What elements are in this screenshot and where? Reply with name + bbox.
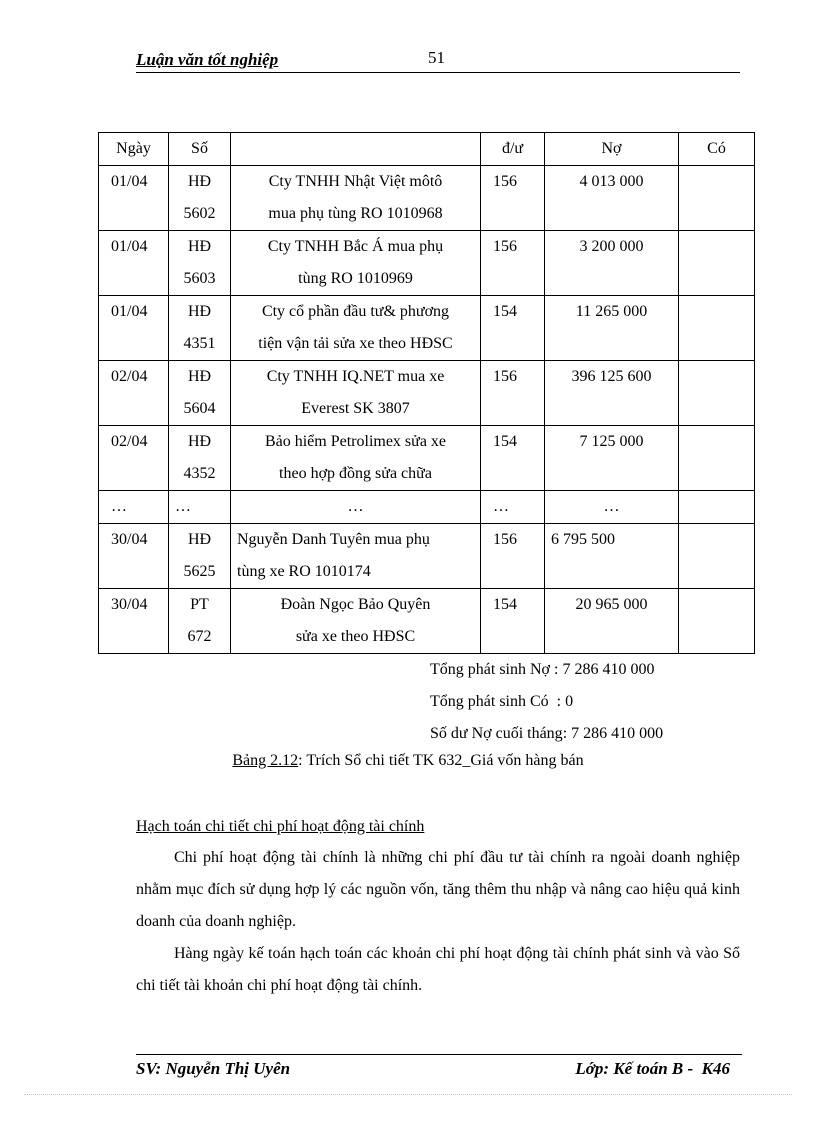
col-header-debit: Nợ	[545, 133, 679, 166]
cell-doc	[169, 166, 231, 231]
desc-line: tùng xe RO 1010174	[237, 563, 371, 580]
cell-description	[231, 231, 481, 296]
desc-line: Cty TNHH Nhật Việt môtô	[268, 173, 443, 190]
desc-line: tùng RO 1010969	[298, 270, 413, 287]
table-row	[99, 426, 755, 491]
doc-number: 5603	[183, 270, 216, 287]
col-header-description	[231, 133, 481, 166]
cell-doc	[169, 589, 231, 654]
doc-type: HĐ	[187, 173, 212, 190]
cell-debit: 6 795 500	[545, 524, 679, 589]
desc-line: theo hợp đồng sửa chữa	[279, 465, 432, 482]
class-name: Lớp: Kế toán B - K46	[575, 1059, 730, 1078]
desc-line: Cty cổ phần đầu tư& phương	[261, 303, 450, 320]
desc-line: Cty TNHH Bắc Á mua phụ	[267, 238, 444, 255]
paragraph: Hàng ngày kế toán hạch toán các khoản chi phí hoạt động tài chính phát sinh và vào Sổ chi tiết tài khoản chi phí hoạt động tài chính.	[136, 945, 740, 994]
closing-balance-label: Số dư Nợ cuối tháng	[430, 725, 563, 742]
desc-line: Nguyễn Danh Tuyên mua phụ	[237, 531, 430, 548]
desc-line: Bảo hiểm Petrolimex sửa xe	[264, 433, 447, 450]
page-header	[136, 48, 740, 73]
table-row	[99, 166, 755, 231]
cell-credit	[679, 361, 755, 426]
doc-type: HĐ	[187, 531, 212, 548]
cell-description	[231, 524, 481, 589]
total-credit	[430, 686, 663, 718]
cell-doc	[169, 361, 231, 426]
cell-debit: 396 125 600	[545, 361, 679, 426]
total-credit-label: Tổng phát sinh Có	[430, 693, 549, 710]
doc-type: HĐ	[187, 433, 212, 450]
desc-line: Đoàn Ngọc Bảo Quyên	[280, 596, 431, 613]
doc-type: PT	[190, 596, 209, 613]
cell-account: 156	[481, 361, 545, 426]
cell-date: 01/04	[99, 296, 169, 361]
table-row	[99, 589, 755, 654]
cell-debit: 7 125 000	[545, 426, 679, 491]
cell-date: …	[99, 491, 169, 524]
cell-account: 156	[481, 166, 545, 231]
total-debit-label: Tổng phát sinh Nợ	[430, 661, 551, 678]
paragraph: Chi phí hoạt động tài chính là những chi phí đầu tư tài chính ra ngoài doanh nghiệp nhằm mục đích sử dụng hợp lý các nguồn vốn, tăng thêm thu nhập và nâng cao hiệu quả kinh doanh của doanh nghiệp.	[136, 849, 740, 930]
doc-type: HĐ	[187, 303, 212, 320]
doc-number: 4351	[183, 335, 216, 352]
caption-text: : Trích Sổ chi tiết TK 632_Giá vốn hàng bán	[298, 752, 584, 769]
col-header-account: đ/ư	[481, 133, 545, 166]
cell-description: …	[231, 491, 481, 524]
thesis-title: Luận văn tốt nghiệp	[136, 50, 279, 69]
doc-type: HĐ	[187, 238, 212, 255]
cell-debit: …	[545, 491, 679, 524]
cell-doc	[169, 231, 231, 296]
closing-balance-value: : 7 286 410 000	[562, 725, 664, 742]
cell-date: 01/04	[99, 231, 169, 296]
cell-date: 01/04	[99, 166, 169, 231]
cell-account: 156	[481, 524, 545, 589]
cell-credit	[679, 166, 755, 231]
cell-credit	[679, 589, 755, 654]
totals-block	[430, 654, 663, 750]
doc-type: HĐ	[187, 368, 212, 385]
doc-number: 5602	[183, 205, 216, 222]
cell-doc: …	[169, 491, 231, 524]
col-header-date: Ngày	[99, 133, 169, 166]
cell-description	[231, 296, 481, 361]
desc-line: tiện vận tải sửa xe theo HĐSC	[258, 335, 453, 352]
desc-line: Cty TNHH IQ.NET mua xe	[266, 368, 445, 385]
cell-description	[231, 589, 481, 654]
page-number: 51	[428, 48, 445, 67]
desc-line: sửa xe theo HĐSC	[295, 628, 416, 645]
section-heading: Hạch toán chi tiết chi phí hoạt động tài chính	[136, 818, 425, 835]
page-footer	[136, 1054, 742, 1078]
doc-number: 5625	[183, 563, 216, 580]
table-row	[99, 231, 755, 296]
cell-account: …	[481, 491, 545, 524]
bottom-dotted-rule	[24, 1094, 792, 1095]
caption-number: Bảng 2.12	[232, 752, 299, 769]
cell-date: 02/04	[99, 361, 169, 426]
closing-balance	[430, 718, 663, 750]
cell-description	[231, 361, 481, 426]
cell-account: 154	[481, 296, 545, 361]
desc-line: mua phụ tùng RO 1010968	[268, 205, 443, 222]
total-debit-value: : 7 286 410 000	[554, 661, 655, 678]
cell-account: 154	[481, 589, 545, 654]
cell-description	[231, 426, 481, 491]
cell-doc	[169, 524, 231, 589]
cell-credit	[679, 426, 755, 491]
doc-number: 5604	[183, 400, 216, 417]
cell-doc	[169, 296, 231, 361]
cell-debit: 20 965 000	[545, 589, 679, 654]
cell-date: 30/04	[99, 524, 169, 589]
table-row-ellipsis	[99, 491, 755, 524]
doc-number: 4352	[183, 465, 216, 482]
table-row	[99, 524, 755, 589]
cell-account: 156	[481, 231, 545, 296]
table-header-row	[99, 133, 755, 166]
table-row	[99, 361, 755, 426]
col-header-doc: Số	[169, 133, 231, 166]
doc-number: 672	[187, 628, 212, 645]
cell-debit: 4 013 000	[545, 166, 679, 231]
cell-date: 30/04	[99, 589, 169, 654]
student-name: SV: Nguyễn Thị Uyên	[136, 1059, 291, 1078]
cell-doc	[169, 426, 231, 491]
desc-line: Everest SK 3807	[301, 400, 410, 417]
cell-credit	[679, 296, 755, 361]
cell-date: 02/04	[99, 426, 169, 491]
total-debit	[430, 654, 663, 686]
table-caption	[0, 752, 816, 770]
cell-debit: 3 200 000	[545, 231, 679, 296]
cell-debit: 11 265 000	[545, 296, 679, 361]
total-credit-value: : 0	[556, 693, 574, 710]
cell-account: 154	[481, 426, 545, 491]
cell-credit	[679, 524, 755, 589]
table-row	[99, 296, 755, 361]
cell-description	[231, 166, 481, 231]
cell-credit	[679, 231, 755, 296]
cell-credit	[679, 491, 755, 524]
ledger-table	[98, 132, 755, 654]
col-header-credit: Có	[679, 133, 755, 166]
